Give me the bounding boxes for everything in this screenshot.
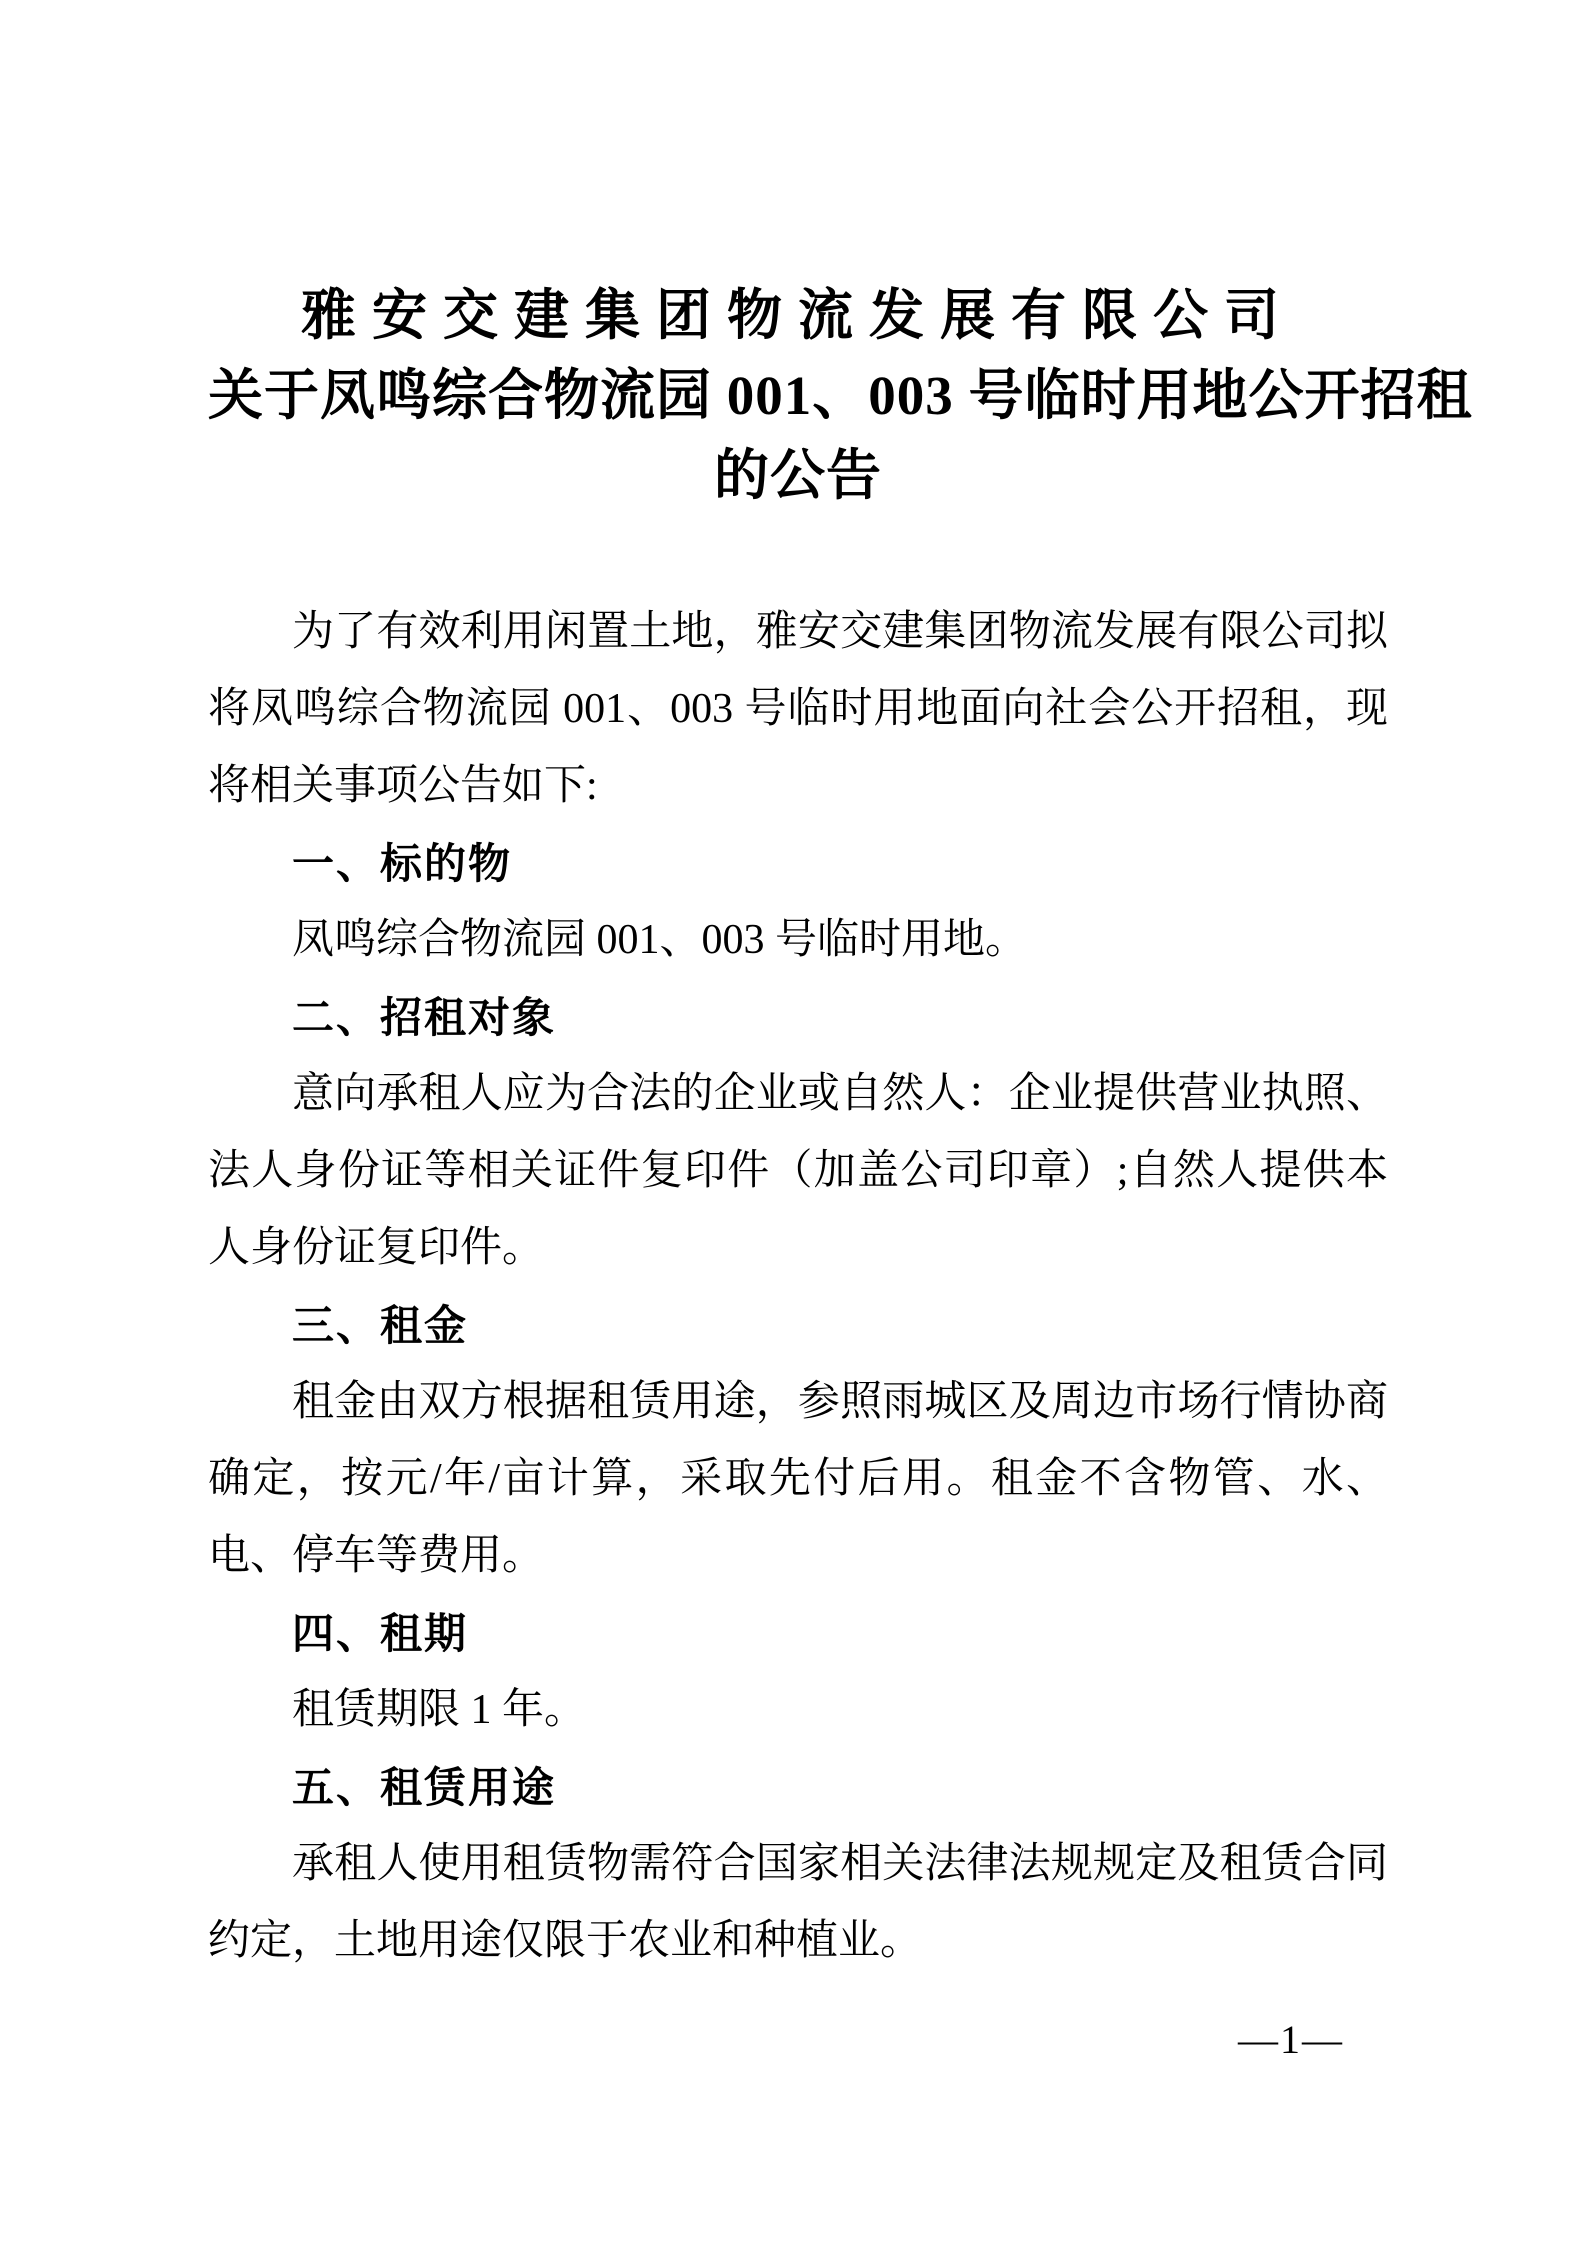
document-title [208,0,1473,516]
title-line-subject: 关于凤鸣综合物流园 001、003 号临时用地公开招租 [208,365,1473,426]
title-line-announcement: 的公告 [713,445,882,506]
section-heading-term: 四、租期 [292,1609,469,1658]
title-line-company: 雅安交建集团物流发展有限公司 [300,285,1295,346]
section-body-usage: 承租人使用租赁物需符合国家相关法律法规规定及租赁合同约定，土地用途仅限于农业和种植业。 [208,1841,1388,1964]
page-number: —1— [1238,2017,1344,2062]
section-body-rent: 租金由双方根据租赁用途，参照雨城区及周边市场行情协商确定，按元/年/亩计算，采取先付后用。租金不含物管、水、电、停车等费用。 [208,1379,1388,1579]
section-heading-usage: 五、租赁用途 [292,1763,557,1812]
section-heading-subject: 一、标的物 [292,839,513,888]
section-body-target: 意向承租人应为合法的企业或自然人：企业提供营业执照、法人身份证等相关证件复印件（加盖公司印章）;自然人提供本人身份证复印件。 [208,1071,1388,1271]
section-body-term: 租赁期限 1 年。 [292,1687,587,1733]
section-heading-rent: 三、租金 [292,1301,469,1350]
section-body-subject: 凤鸣综合物流园 001、003 号临时用地。 [292,917,1028,963]
intro-paragraph: 为了有效利用闲置土地，雅安交建集团物流发展有限公司拟将凤鸣综合物流园 001、003 号临时用地面向社会公开招租，现将相关事项公告如下: [208,609,1388,809]
section-heading-target: 二、招租对象 [292,993,557,1042]
document-body [208,594,1388,1980]
